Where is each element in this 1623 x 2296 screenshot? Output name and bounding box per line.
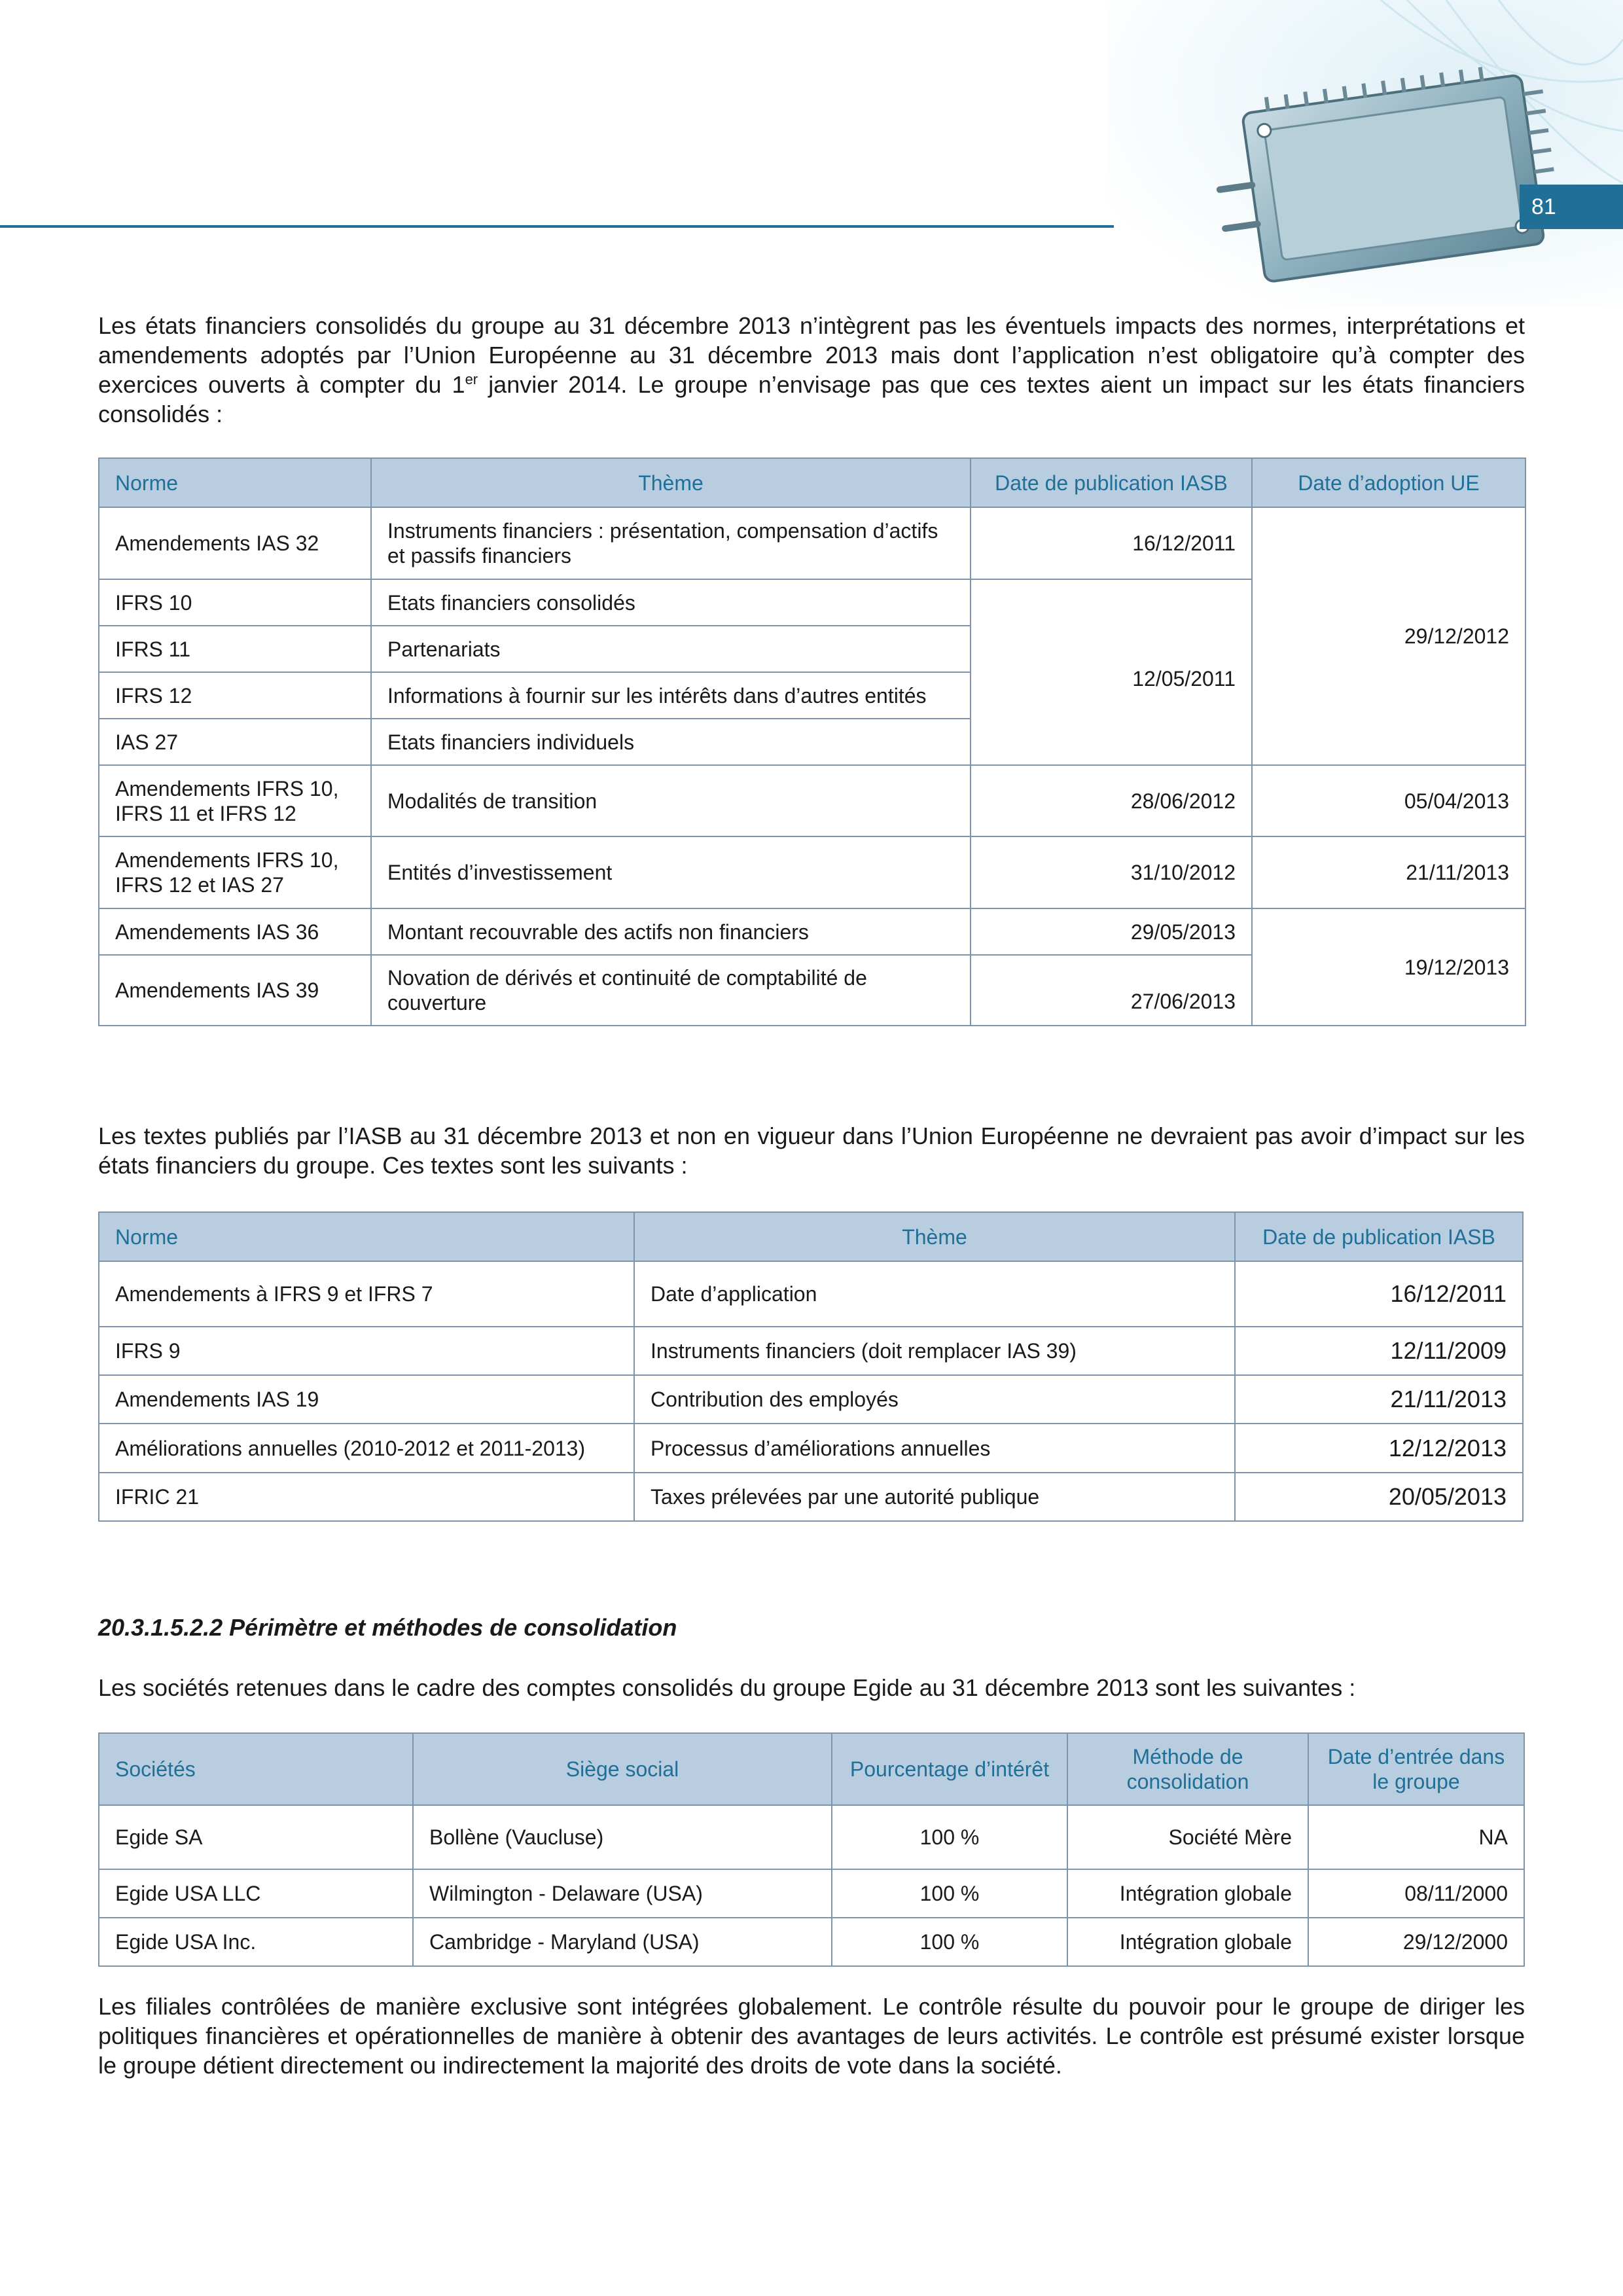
column-header: Siège social <box>413 1733 832 1805</box>
publication-date-cell: 20/05/2013 <box>1235 1473 1523 1521</box>
table-row <box>99 836 1525 908</box>
norme-cell: Amendements IAS 19 <box>99 1375 634 1424</box>
column-header: Thème <box>371 458 971 507</box>
table-row <box>99 765 1525 836</box>
theme-cell: Modalités de transition <box>371 765 971 836</box>
column-header: Date d’adoption UE <box>1252 458 1525 507</box>
norme-cell: Amendements IAS 36 <box>99 908 371 955</box>
column-header: Date d’entrée dans le groupe <box>1308 1733 1524 1805</box>
theme-cell: Contribution des employés <box>634 1375 1235 1424</box>
adopted-standards-table <box>98 457 1526 1026</box>
adoption-date-cell: 19/12/2013 <box>1252 908 1525 1026</box>
column-header: Date de publication IASB <box>971 458 1252 507</box>
publication-date-cell: 16/12/2011 <box>971 507 1252 579</box>
table-header-row <box>99 1212 1523 1261</box>
table-row <box>99 1473 1523 1521</box>
method-cell: Société Mère <box>1067 1805 1308 1869</box>
publication-date-cell: 16/12/2011 <box>1235 1261 1523 1327</box>
publication-date-cell: 29/05/2013 <box>971 908 1252 955</box>
theme-cell: Etats financiers consolidés <box>371 579 971 626</box>
table-row <box>99 1869 1524 1918</box>
table-header-row <box>99 1733 1524 1805</box>
header-rule <box>0 225 1114 228</box>
percentage-cell: 100 % <box>832 1869 1067 1918</box>
theme-cell: Montant recouvrable des actifs non financiers <box>371 908 971 955</box>
siege-cell: Cambridge - Maryland (USA) <box>413 1918 832 1966</box>
norme-cell: Amendements IAS 32 <box>99 507 371 579</box>
norme-cell: Amendements à IFRS 9 et IFRS 7 <box>99 1261 634 1327</box>
theme-cell: Processus d’améliorations annuelles <box>634 1424 1235 1473</box>
theme-cell: Informations à fournir sur les intérêts dans d’autres entités <box>371 672 971 719</box>
publication-date-cell: 12/12/2013 <box>1235 1424 1523 1473</box>
societe-cell: Egide SA <box>99 1805 413 1869</box>
theme-cell: Entités d’investissement <box>371 836 971 908</box>
theme-cell: Instruments financiers (doit remplacer IAS 39) <box>634 1327 1235 1375</box>
table-row <box>99 507 1525 579</box>
norme-cell: IAS 27 <box>99 719 371 765</box>
societe-cell: Egide USA Inc. <box>99 1918 413 1966</box>
adoption-date-cell: 21/11/2013 <box>1252 836 1525 908</box>
component-photo <box>1106 0 1623 308</box>
page-number: 81 <box>1520 185 1623 229</box>
table-row <box>99 1805 1524 1869</box>
section-heading: 20.3.1.5.2.2 Périmètre et méthodes de consolidation <box>98 1614 677 1641</box>
entry-date-cell: 29/12/2000 <box>1308 1918 1524 1966</box>
entry-date-cell: 08/11/2000 <box>1308 1869 1524 1918</box>
theme-cell: Etats financiers individuels <box>371 719 971 765</box>
norme-cell: IFRS 12 <box>99 672 371 719</box>
societe-cell: Egide USA LLC <box>99 1869 413 1918</box>
theme-cell: Partenariats <box>371 626 971 672</box>
table-row <box>99 1261 1523 1327</box>
second-paragraph: Les textes publiés par l’IASB au 31 décembre 2013 et non en vigueur dans l’Union Européenne ne devraient pas avoir d’impact sur les états financiers du groupe. Ces textes sont les suivants : <box>98 1122 1525 1179</box>
publication-date-cell: 28/06/2012 <box>971 765 1252 836</box>
consolidation-scope-table <box>98 1732 1525 1967</box>
siege-cell: Wilmington - Delaware (USA) <box>413 1869 832 1918</box>
column-header: Date de publication IASB <box>1235 1212 1523 1261</box>
column-header: Norme <box>99 1212 634 1261</box>
siege-cell: Bollène (Vaucluse) <box>413 1805 832 1869</box>
norme-cell: Amendements IAS 39 <box>99 955 371 1026</box>
table-row <box>99 908 1525 955</box>
norme-cell: Amendements IFRS 10, IFRS 12 et IAS 27 <box>99 836 371 908</box>
publication-date-cell: 12/11/2009 <box>1235 1327 1523 1375</box>
norme-cell: Amendements IFRS 10, IFRS 11 et IFRS 12 <box>99 765 371 836</box>
method-cell: Intégration globale <box>1067 1918 1308 1966</box>
column-header: Norme <box>99 458 371 507</box>
table-row <box>99 1375 1523 1424</box>
percentage-cell: 100 % <box>832 1805 1067 1869</box>
theme-cell: Taxes prélevées par une autorité publique <box>634 1473 1235 1521</box>
column-header: Méthode de consolidation <box>1067 1733 1308 1805</box>
column-header: Thème <box>634 1212 1235 1261</box>
publication-date-cell: 21/11/2013 <box>1235 1375 1523 1424</box>
column-header: Sociétés <box>99 1733 413 1805</box>
iasb-texts-table <box>98 1211 1524 1522</box>
adoption-date-cell: 05/04/2013 <box>1252 765 1525 836</box>
norme-cell: Améliorations annuelles (2010-2012 et 2011-2013) <box>99 1424 634 1473</box>
method-cell: Intégration globale <box>1067 1869 1308 1918</box>
norme-cell: IFRS 10 <box>99 579 371 626</box>
theme-cell: Instruments financiers : présentation, compensation d’actifs et passifs financiers <box>371 507 971 579</box>
table-row <box>99 1327 1523 1375</box>
publication-date-cell: 27/06/2013 <box>971 955 1252 1026</box>
publication-date-cell: 31/10/2012 <box>971 836 1252 908</box>
entry-date-cell: NA <box>1308 1805 1524 1869</box>
theme-cell: Date d’application <box>634 1261 1235 1327</box>
column-header: Pourcentage d’intérêt <box>832 1733 1067 1805</box>
theme-cell: Novation de dérivés et continuité de comptabilité de couverture <box>371 955 971 1026</box>
percentage-cell: 100 % <box>832 1918 1067 1966</box>
norme-cell: IFRIC 21 <box>99 1473 634 1521</box>
table-header-row <box>99 458 1525 507</box>
norme-cell: IFRS 9 <box>99 1327 634 1375</box>
adoption-date-cell: 29/12/2012 <box>1252 507 1525 765</box>
intro-paragraph: Les états financiers consolidés du groupe au 31 décembre 2013 n’intègrent pas les éventuels impacts des normes, interprétations et amendements adoptés par l’Union Européenne au 31 décembre 2013 mais dont l’application n’est obligatoire qu’à compter des exercices ouverts à compter du 1er janvier 2014. Le groupe n’envisage pas que ces textes aient un impact sur les états financiers consolidés : <box>98 312 1525 427</box>
table-row <box>99 1424 1523 1473</box>
final-paragraph: Les filiales contrôlées de manière exclusive sont intégrées globalement. Le contrôle résulte du pouvoir pour le groupe de diriger les politiques financières et opérationnelles de manière à obtenir des avantages de leurs activités. Le contrôle est présumé exister lorsque le groupe détient directement ou indirectement la majorité des droits de vote dans la société. <box>98 1993 1525 2079</box>
third-paragraph: Les sociétés retenues dans le cadre des comptes consolidés du groupe Egide au 31 décembre 2013 sont les suivantes : <box>98 1674 1356 1701</box>
norme-cell: IFRS 11 <box>99 626 371 672</box>
table-row <box>99 1918 1524 1966</box>
publication-date-cell: 12/05/2011 <box>971 579 1252 765</box>
